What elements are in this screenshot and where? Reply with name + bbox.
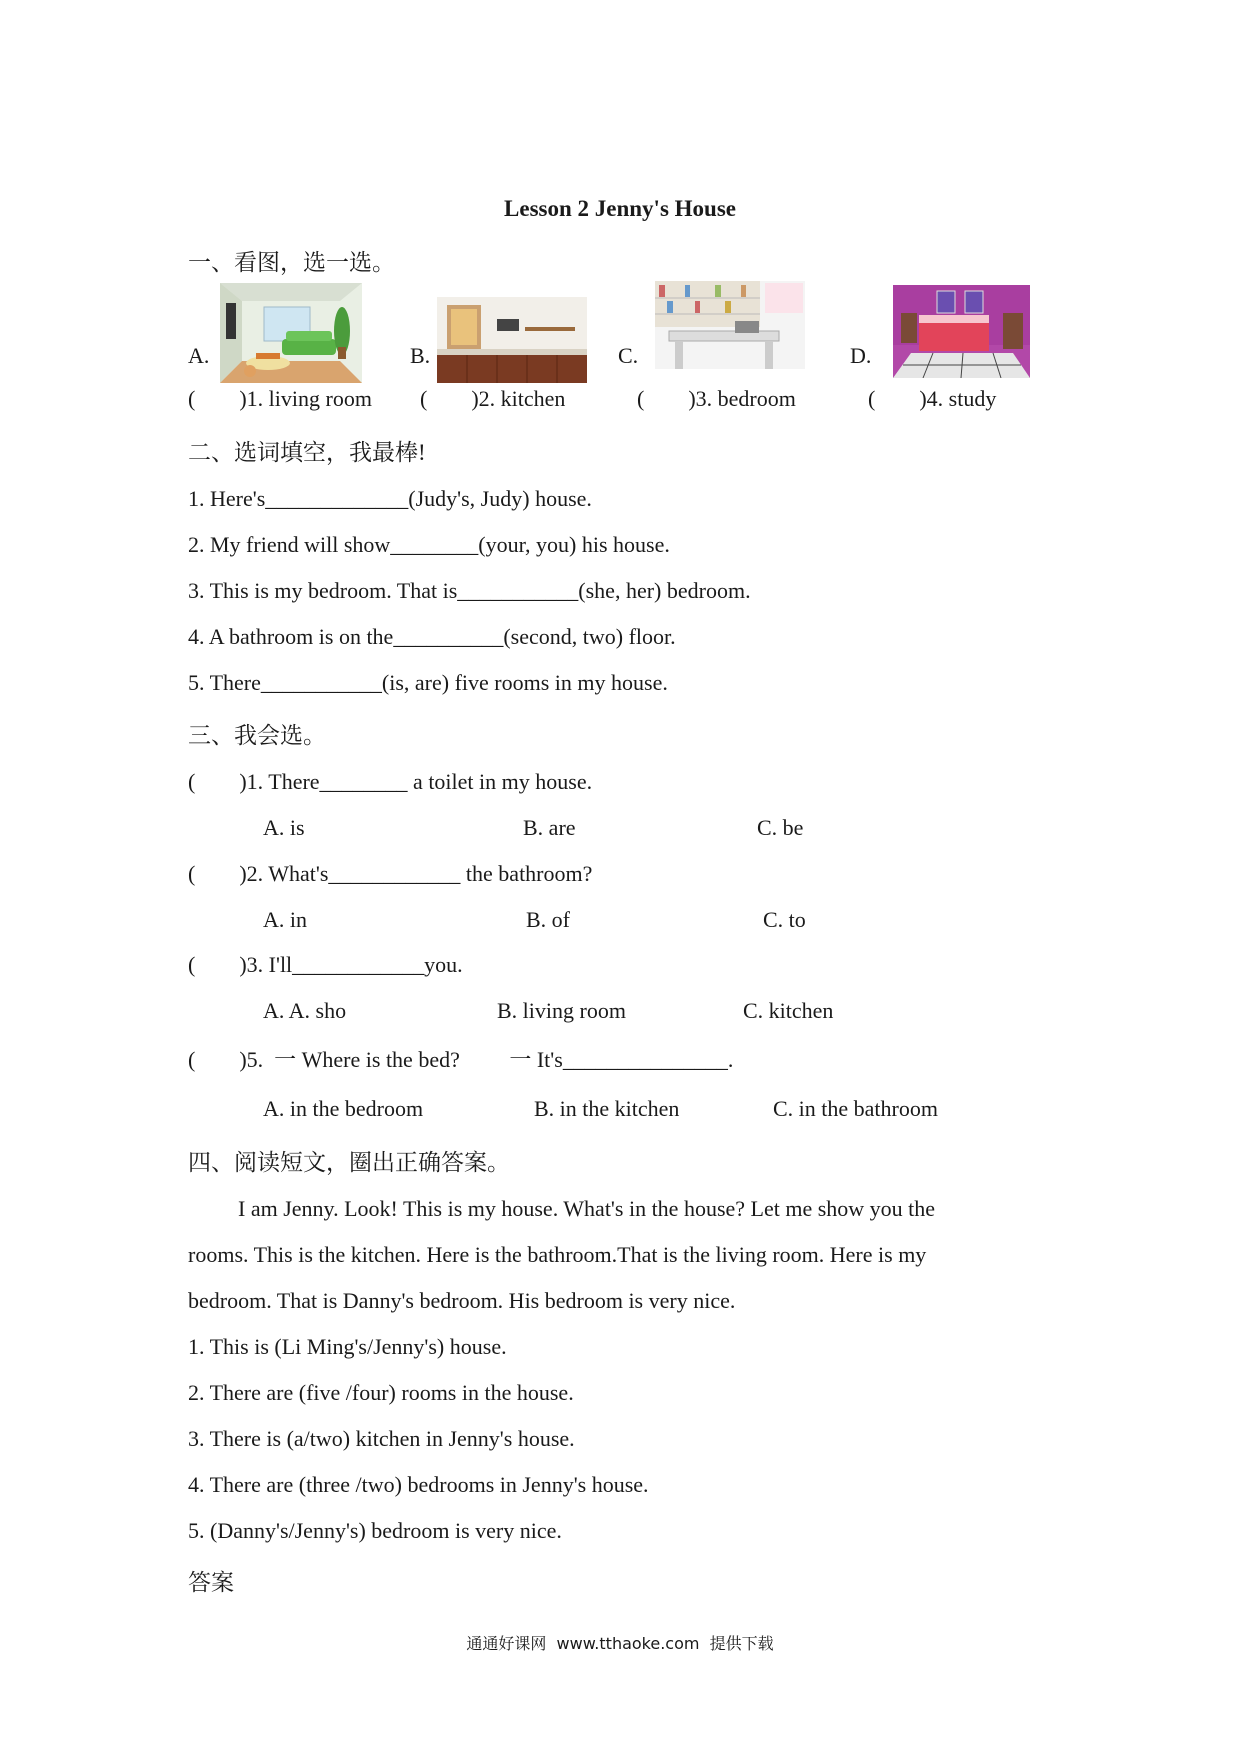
section1-heading: 一、看图，选一选。: [188, 250, 395, 275]
reading-item-2: 2. There are (five /four) rooms in the house.: [188, 1380, 574, 1405]
section4-heading: 四、阅读短文，圈出正确答案。: [188, 1150, 510, 1175]
study-image: [655, 281, 805, 369]
passage-line-3: bedroom. That is Danny's bedroom. His bedroom is very nice.: [188, 1288, 736, 1313]
choice-3-option-a: A. A. sho: [263, 998, 347, 1023]
image-label-b: B.: [410, 343, 431, 368]
kitchen-image: [437, 297, 587, 383]
bedroom-image: [893, 285, 1030, 378]
choice-question-5: ( )5. 一 Where is the bed? 一 It's_______________.: [188, 1047, 734, 1072]
choice-2-option-a: A. in: [263, 907, 307, 932]
reading-item-1: 1. This is (Li Ming's/Jenny's) house.: [188, 1334, 507, 1359]
choice-2-option-b: B. of: [526, 907, 570, 932]
match-item-3: ( )3. bedroom: [637, 386, 796, 411]
reading-item-5: 5. (Danny's/Jenny's) bedroom is very nice.: [188, 1518, 562, 1543]
fill-item-2: 2. My friend will show________(your, you) his house.: [188, 532, 670, 557]
match-item-4: ( )4. study: [868, 386, 997, 411]
image-label-a: A.: [188, 343, 210, 368]
image-label-c: C.: [618, 343, 639, 368]
fill-item-3: 3. This is my bedroom. That is___________(she, her) bedroom.: [188, 578, 751, 603]
fill-item-5: 5. There___________(is, are) five rooms in my house.: [188, 670, 668, 695]
choice-question-2: ( )2. What's____________ the bathroom?: [188, 861, 593, 886]
choice-3-option-c: C. kitchen: [743, 998, 834, 1023]
fill-item-1: 1. Here's_____________(Judy's, Judy) house.: [188, 486, 592, 511]
passage-line-2: rooms. This is the kitchen. Here is the bathroom.That is the living room. Here is my: [188, 1242, 927, 1267]
image-label-d: D.: [850, 343, 872, 368]
choice-1-option-a: A. is: [263, 815, 305, 840]
match-item-2: ( )2. kitchen: [420, 386, 566, 411]
choice-3-option-b: B. living room: [497, 998, 626, 1023]
choice-question-3: ( )3. I'll____________you.: [188, 952, 463, 977]
answer-heading: 答案: [188, 1570, 234, 1595]
section2-heading: 二、选词填空，我最棒!: [188, 440, 426, 465]
choice-5-option-a: A. in the bedroom: [263, 1096, 424, 1121]
choice-5-option-b: B. in the kitchen: [534, 1096, 680, 1121]
choice-question-1: ( )1. There________ a toilet in my house.: [188, 769, 593, 794]
living-room-image: [220, 283, 362, 383]
page-title: Lesson 2 Jenny's House: [504, 196, 736, 221]
passage-line-1: I am Jenny. Look! This is my house. What's in the house? Let me show you the: [238, 1196, 936, 1221]
fill-item-4: 4. A bathroom is on the__________(second, two) floor.: [188, 624, 676, 649]
match-item-1: ( )1. living room: [188, 386, 372, 411]
choice-5-option-c: C. in the bathroom: [773, 1096, 938, 1121]
choice-1-option-c: C. be: [757, 815, 804, 840]
reading-item-3: 3. There is (a/two) kitchen in Jenny's house.: [188, 1426, 575, 1451]
choice-2-option-c: C. to: [763, 907, 806, 932]
footer-source: 通通好课网 www.tthaoke.com 提供下载: [466, 1634, 774, 1653]
reading-item-4: 4. There are (three /two) bedrooms in Jenny's house.: [188, 1472, 649, 1497]
choice-1-option-b: B. are: [523, 815, 576, 840]
section3-heading: 三、我会选。: [188, 723, 326, 748]
